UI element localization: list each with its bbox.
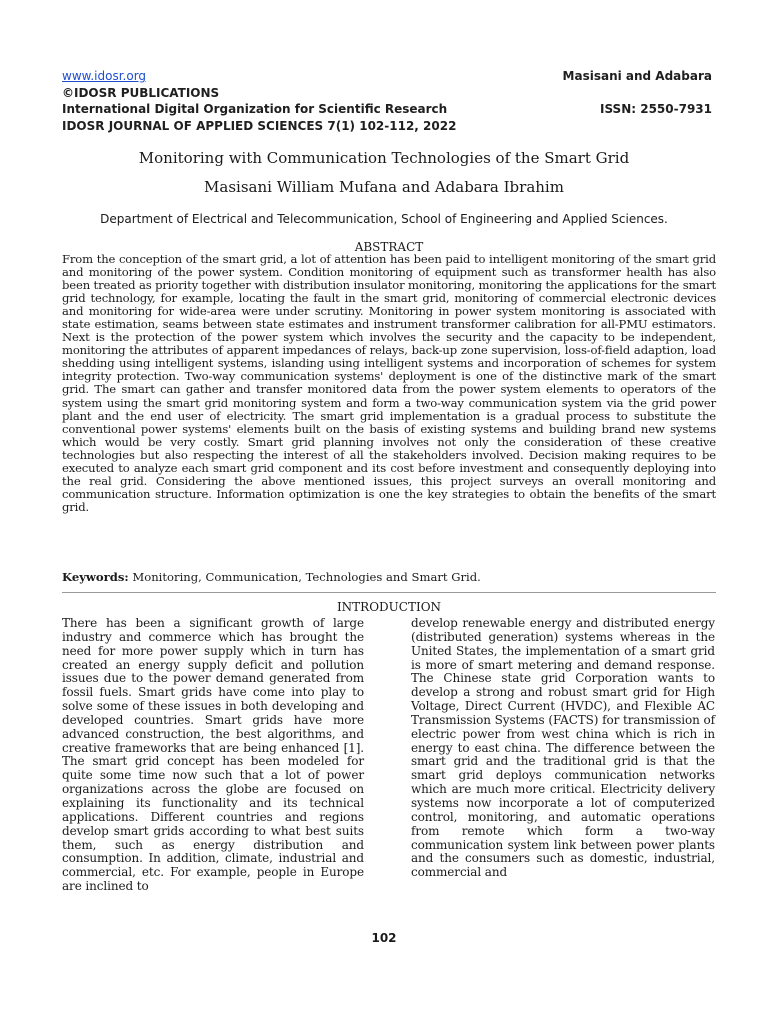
keywords-label: Keywords: [62, 570, 129, 584]
intro-left-column: There has been a significant growth of large industry and commerce which has brought the need for more power supply which in turn has created an energy supply deficit and pollution issues due to the power demand generated from fossil fuels. Smart grids have come into play to solve some of these issues in both developing and developed countries. Smart grids have more advanced construction, the best algorithms, and creative frameworks that are being enhanced [1]. The smart grid concept has been modeled for quite some time now such that a lot of power organizations across the globe are focused on explaining its functionality and its technical applications. Different countries and regions develop smart grids according to what best suits them, such as energy distribution and consumption. In addition, climate, industrial and commercial, etc. For example, people in Europe are inclined to [62, 616, 364, 894]
header-row-4 [62, 118, 712, 134]
issn-line: ISSN: 2550-7931 [599, 102, 712, 116]
website-link[interactable]: www.idosr.org [62, 69, 147, 83]
abstract-heading: ABSTRACT [354, 240, 424, 254]
journal-line: IDOSR JOURNAL OF APPLIED SCIENCES 7(1) 102-112, 2022 [62, 119, 457, 133]
running-authors: Masisani and Adabara [562, 69, 712, 83]
header-row-2 [62, 85, 712, 101]
abstract-text: From the conception of the smart grid, a lot of attention has been paid to intelligent monitoring of the smart grid and monitoring of the power system. Condition monitoring of equipment such as transformer health has also been treated as priority together with distribution insulator monitoring, monitoring the applications for the smart grid technology, for example, locating the fault in the smart grid, monitoring of commercial electronic devices and monitoring for wide-area were under scrutiny. Monitoring in power system monitoring is associated with state estimation, seams between state estimates and instrument transformer calibration for all-PMU estimators. Next is the protection of the power system which involves the security and the capacity to be independent, monitoring the attributes of apparent impedances of relays, back-up zone supervision, loss-of-field adaption, load shedding using intelligent systems, islanding using intelligent systems and incorporation of schemes for system integrity protection. Two-way communication systems' deployment is one of the distinctive mark of the smart grid. The smart can gather and transfer monitored data from the power system elements to operators of the system using the smart grid monitoring system and form a two-way communication system via the grid power plant and the end user of electricity. The smart grid implementation is a gradual process to substitute the conventional power systems' elements built on the basis of existing systems and building brand new systems which would be very costly. Smart grid planning involves not only the consideration of these creative technologies but also respecting the interest of all the stakeholders involved. Decision making requires to be executed to analyze each smart grid component and its cost before investment and consequently deploying into the real grid. Considering the above mentioned issues, this project surveys an overall monitoring and communication structure. Information optimization is one the key strategies to obtain the benefits of the smart grid. [62, 252, 716, 514]
intro-right-column: develop renewable energy and distributed energy (distributed generation) systems whereas in the United States, the implementation of a smart grid is more of smart metering and demand response. The Chinese state grid Corporation wants to develop a strong and robust smart grid for High Voltage, Direct Current (HVDC), and Flexible AC Transmission Systems (FACTS) for transmission of electric power from west china which is rich in energy to east china. The difference between the smart grid and the traditional grid is that the smart grid deploys communication networks which are much more critical. Electricity delivery systems now incorporate a lot of computerized control, monitoring, and automatic operations from remote which form a two-way communication system link between power plants and the consumers such as domestic, industrial, commercial and [411, 616, 715, 880]
paper-title: Monitoring with Communication Technologies of the Smart Grid [138, 149, 630, 167]
affiliation: Department of Electrical and Telecommunication, School of Engineering and Applied Sciences. [100, 212, 668, 226]
organization-line: International Digital Organization for Scientific Research [62, 102, 448, 116]
header-row-3 [62, 101, 712, 117]
page-number: 102 [371, 931, 397, 945]
header-row-1 [62, 68, 712, 84]
paper-authors: Masisani William Mufana and Adabara Ibrahim [204, 178, 564, 196]
keywords-line [62, 570, 716, 584]
introduction-heading: INTRODUCTION [336, 600, 442, 614]
publisher-line: ©IDOSR PUBLICATIONS [62, 86, 220, 100]
keywords-text: Monitoring, Communication, Technologies and Smart Grid. [132, 570, 481, 584]
section-divider [62, 592, 716, 593]
